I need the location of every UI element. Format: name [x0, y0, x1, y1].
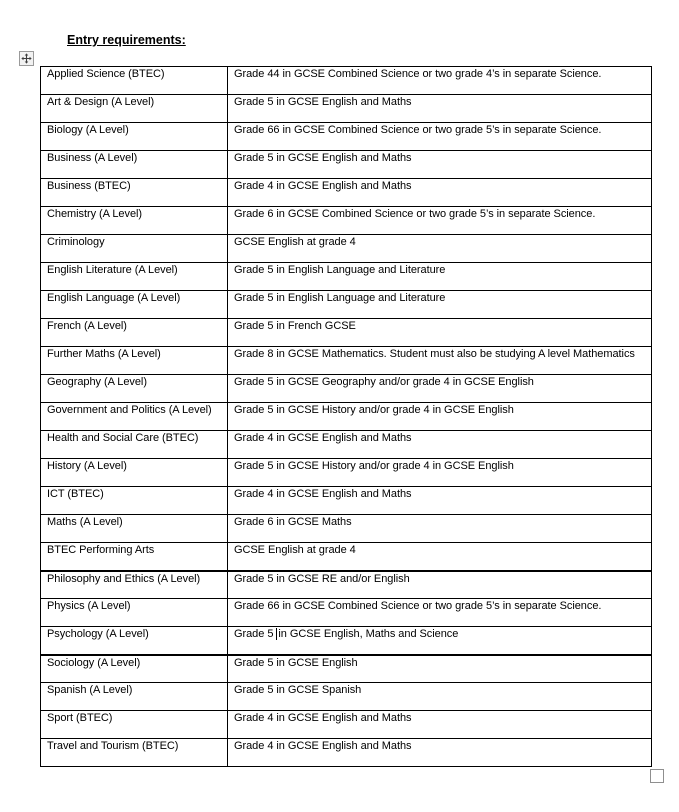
- table-row: [41, 711, 652, 739]
- requirement-cell[interactable]: Grade 5 in GCSE English and Maths: [228, 151, 652, 179]
- subject-cell[interactable]: English Literature (A Level): [41, 263, 228, 291]
- requirement-cell[interactable]: Grade 8 in GCSE Mathematics. Student must also be studying A level Mathematics: [228, 347, 652, 375]
- requirement-cell[interactable]: Grade 5 in GCSE English and Maths: [228, 95, 652, 123]
- table-row: [41, 487, 652, 515]
- subject-cell[interactable]: French (A Level): [41, 319, 228, 347]
- table-row: [41, 459, 652, 487]
- table-row: [41, 151, 652, 179]
- requirement-text-before-caret: Grade 5: [234, 628, 277, 640]
- subject-cell[interactable]: History (A Level): [41, 459, 228, 487]
- table-row: [41, 347, 652, 375]
- requirement-cell[interactable]: [228, 627, 652, 655]
- requirement-cell[interactable]: Grade 66 in GCSE Combined Science or two grade 5’s in separate Science.: [228, 123, 652, 151]
- requirement-cell[interactable]: GCSE English at grade 4: [228, 235, 652, 263]
- requirement-cell[interactable]: Grade 5 in GCSE History and/or grade 4 in GCSE English: [228, 459, 652, 487]
- subject-cell[interactable]: Further Maths (A Level): [41, 347, 228, 375]
- requirement-cell[interactable]: Grade 5 in GCSE History and/or grade 4 in GCSE English: [228, 403, 652, 431]
- requirement-cell[interactable]: Grade 4 in GCSE English and Maths: [228, 487, 652, 515]
- subject-cell[interactable]: Sport (BTEC): [41, 711, 228, 739]
- requirement-cell[interactable]: Grade 4 in GCSE English and Maths: [228, 739, 652, 767]
- subject-cell[interactable]: Criminology: [41, 235, 228, 263]
- subject-cell[interactable]: Maths (A Level): [41, 515, 228, 543]
- requirement-cell[interactable]: Grade 4 in GCSE English and Maths: [228, 431, 652, 459]
- requirement-cell[interactable]: GCSE English at grade 4: [228, 543, 652, 571]
- table-resize-handle[interactable]: [650, 769, 664, 783]
- subject-cell[interactable]: Business (BTEC): [41, 179, 228, 207]
- requirement-cell[interactable]: Grade 6 in GCSE Combined Science or two grade 5’s in separate Science.: [228, 207, 652, 235]
- requirement-cell[interactable]: Grade 5 in GCSE Geography and/or grade 4 in GCSE English: [228, 375, 652, 403]
- table-row: [41, 431, 652, 459]
- requirement-text-after-caret: in GCSE English, Maths and Science: [278, 628, 459, 640]
- requirement-cell[interactable]: Grade 5 in English Language and Literature: [228, 263, 652, 291]
- subject-cell[interactable]: Psychology (A Level): [41, 627, 228, 655]
- requirements-table-body: [41, 67, 652, 767]
- table-row: [41, 207, 652, 235]
- requirement-cell[interactable]: Grade 66 in GCSE Combined Science or two grade 5’s in separate Science.: [228, 599, 652, 627]
- entry-requirements-table: [40, 66, 652, 767]
- table-row: [41, 403, 652, 431]
- table-row: [41, 627, 652, 655]
- requirement-cell[interactable]: Grade 5 in French GCSE: [228, 319, 652, 347]
- requirement-cell[interactable]: Grade 6 in GCSE Maths: [228, 515, 652, 543]
- table-row: [41, 739, 652, 767]
- requirement-cell[interactable]: Grade 5 in English Language and Literature: [228, 291, 652, 319]
- table-row: [41, 319, 652, 347]
- subject-cell[interactable]: Chemistry (A Level): [41, 207, 228, 235]
- subject-cell[interactable]: Philosophy and Ethics (A Level): [41, 571, 228, 599]
- subject-cell[interactable]: ICT (BTEC): [41, 487, 228, 515]
- requirement-cell[interactable]: Grade 4 in GCSE English and Maths: [228, 711, 652, 739]
- table-row: [41, 599, 652, 627]
- subject-cell[interactable]: BTEC Performing Arts: [41, 543, 228, 571]
- page-title[interactable]: Entry requirements:: [67, 33, 186, 47]
- table-row: [41, 179, 652, 207]
- table-row: [41, 375, 652, 403]
- requirement-cell[interactable]: Grade 44 in GCSE Combined Science or two grade 4’s in separate Science.: [228, 67, 652, 95]
- table-row: [41, 683, 652, 711]
- table-row: [41, 571, 652, 599]
- subject-cell[interactable]: Biology (A Level): [41, 123, 228, 151]
- subject-cell[interactable]: Art & Design (A Level): [41, 95, 228, 123]
- table-move-handle[interactable]: [19, 51, 34, 66]
- table-row: [41, 543, 652, 571]
- subject-cell[interactable]: Geography (A Level): [41, 375, 228, 403]
- subject-cell[interactable]: Travel and Tourism (BTEC): [41, 739, 228, 767]
- table-row: [41, 123, 652, 151]
- subject-cell[interactable]: Business (A Level): [41, 151, 228, 179]
- table-row: [41, 263, 652, 291]
- requirement-cell[interactable]: Grade 5 in GCSE RE and/or English: [228, 571, 652, 599]
- table-row: [41, 291, 652, 319]
- table-row: [41, 95, 652, 123]
- requirement-cell[interactable]: Grade 5 in GCSE English: [228, 655, 652, 683]
- subject-cell[interactable]: Physics (A Level): [41, 599, 228, 627]
- requirement-cell[interactable]: Grade 4 in GCSE English and Maths: [228, 179, 652, 207]
- requirement-cell[interactable]: Grade 5 in GCSE Spanish: [228, 683, 652, 711]
- move-cross-icon: [21, 53, 32, 64]
- table-row: [41, 515, 652, 543]
- subject-cell[interactable]: Applied Science (BTEC): [41, 67, 228, 95]
- subject-cell[interactable]: English Language (A Level): [41, 291, 228, 319]
- table-row: [41, 235, 652, 263]
- table-row: [41, 655, 652, 683]
- table-row: [41, 67, 652, 95]
- subject-cell[interactable]: Spanish (A Level): [41, 683, 228, 711]
- subject-cell[interactable]: Health and Social Care (BTEC): [41, 431, 228, 459]
- subject-cell[interactable]: Government and Politics (A Level): [41, 403, 228, 431]
- subject-cell[interactable]: Sociology (A Level): [41, 655, 228, 683]
